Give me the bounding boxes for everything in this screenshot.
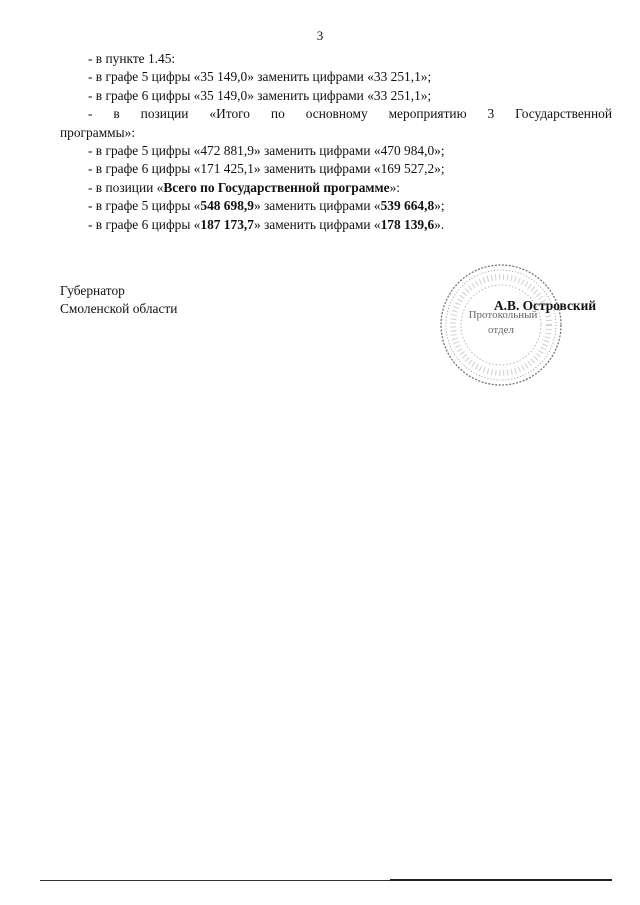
text-run: - в позиции « bbox=[88, 179, 164, 195]
paragraph-continuation: программы»: bbox=[60, 124, 136, 140]
bold-text-run: 539 664,8 bbox=[380, 198, 435, 214]
text-run: - в графе 5 цифры « bbox=[88, 198, 201, 214]
paragraph bbox=[60, 216, 612, 234]
signer-name: А.В. Островский bbox=[494, 298, 597, 313]
signatory-title bbox=[60, 282, 177, 319]
text-run: - в графе 6 цифры « bbox=[88, 216, 201, 232]
text-run: »; bbox=[434, 198, 445, 214]
bold-text-run: 178 139,6 bbox=[380, 216, 435, 232]
paragraph bbox=[60, 197, 612, 215]
paragraph: - в графе 6 цифры «171 425,1» заменить цифрами «169 527,2»; bbox=[88, 161, 445, 177]
paragraph: - в графе 6 цифры «35 149,0» заменить цифрами «33 251,1»; bbox=[88, 87, 432, 103]
text-run: » заменить цифрами « bbox=[253, 216, 381, 232]
bottom-rule-accent bbox=[390, 879, 612, 881]
bold-text-run: 187 173,7 bbox=[200, 216, 254, 232]
text-run: ». bbox=[434, 216, 445, 232]
paragraph: - в графе 5 цифры «472 881,9» заменить цифрами «470 984,0»; bbox=[88, 143, 445, 159]
bold-text-run: 548 698,9 bbox=[200, 198, 254, 214]
text-run: »: bbox=[389, 179, 401, 195]
paragraph: - в графе 5 цифры «35 149,0» заменить цифрами «33 251,1»; bbox=[88, 69, 432, 85]
paragraph: - в пункте 1.45: bbox=[88, 51, 176, 66]
official-stamp bbox=[438, 262, 564, 388]
stamp-text-line: отдел bbox=[488, 324, 514, 336]
signatory-title-line: Губернатор bbox=[60, 283, 125, 298]
stamp-text-line: Протокольный bbox=[468, 309, 538, 321]
paragraph bbox=[60, 179, 612, 197]
paragraph: - в позиции «Итого по основному мероприятию 3 Государственной bbox=[88, 106, 612, 122]
page-number: 3 bbox=[316, 28, 324, 43]
amendment-text bbox=[60, 50, 612, 234]
text-run: » заменить цифрами « bbox=[253, 198, 381, 214]
signatory-title-line: Смоленской области bbox=[60, 301, 178, 317]
bold-text-run: Всего по Государственной программе bbox=[163, 179, 390, 195]
